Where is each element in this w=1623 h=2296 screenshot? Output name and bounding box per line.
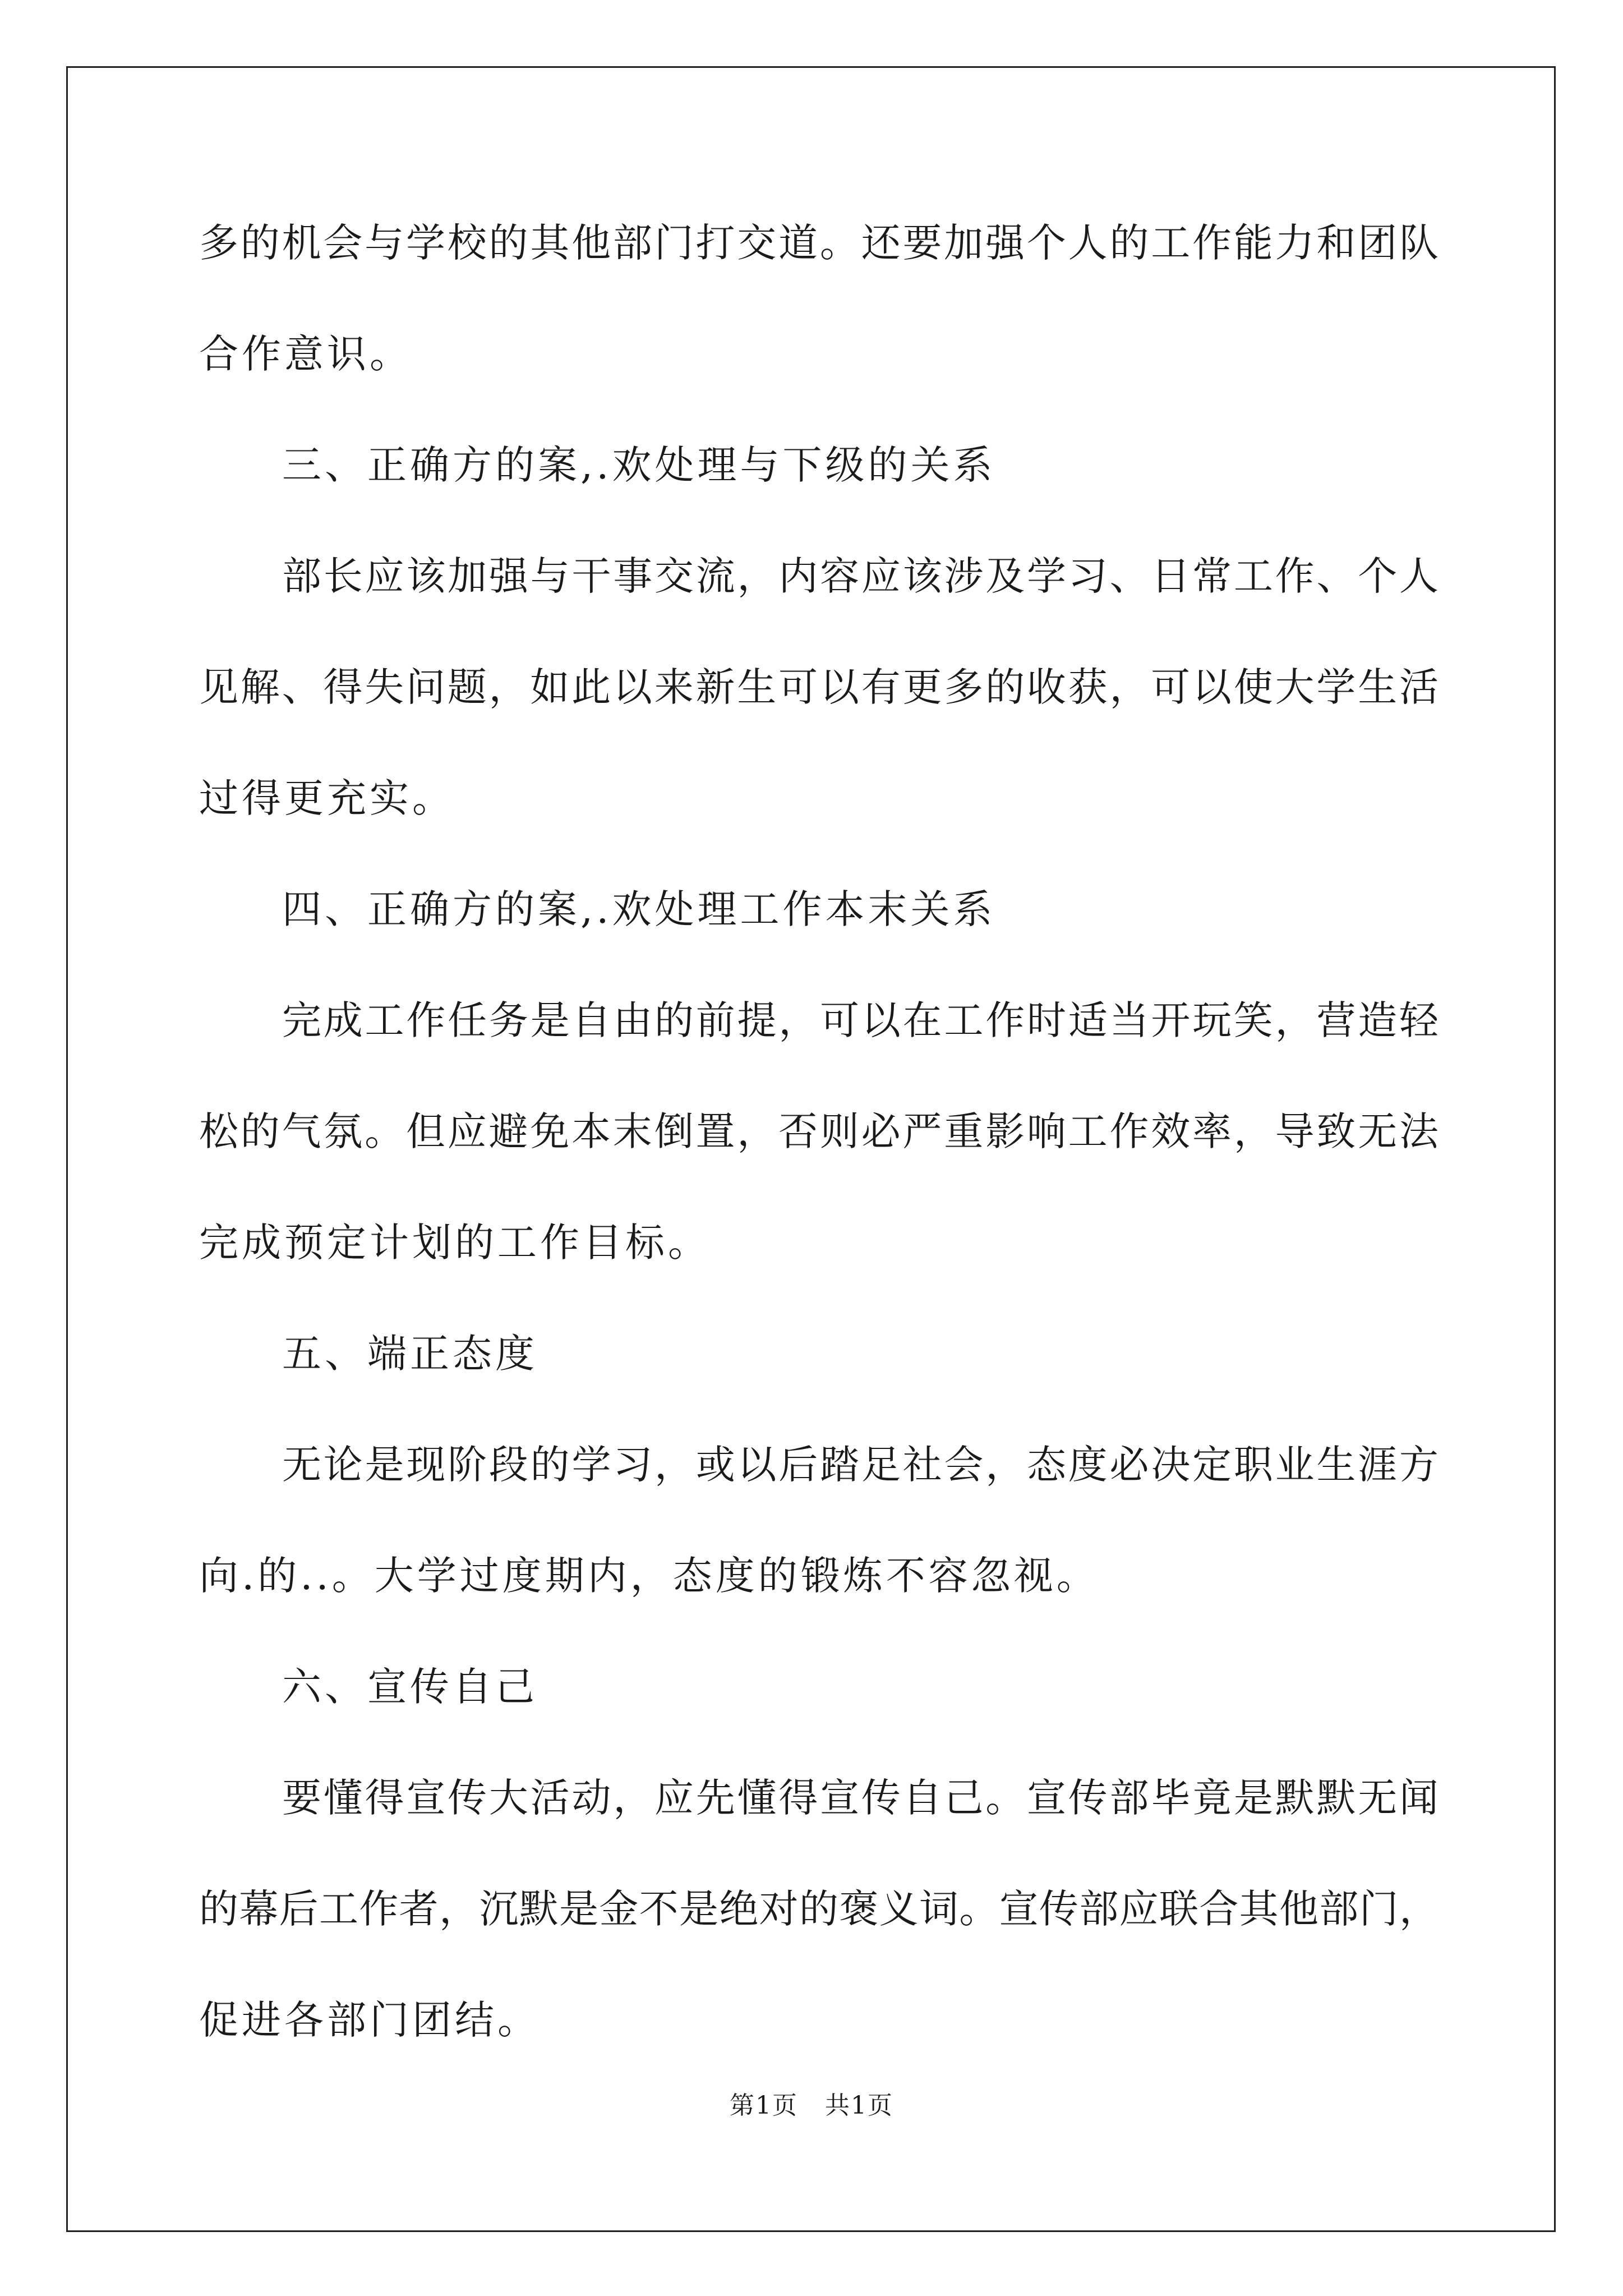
page-number-footer: 第1页 共1页: [730, 2091, 893, 2120]
section-heading: 四、正确方的案,.欢处理工作本末关系: [282, 886, 996, 932]
paragraph-line: 向.的..。大学过度期内，态度的锻炼不容忽视。: [199, 1553, 1099, 1599]
paragraph-line: 完成工作任务是自由的前提，可以在工作时适当开玩笑，营造轻: [282, 997, 1438, 1043]
paragraph-line: 松的气氛。但应避免本末倒置，否则必严重影响工作效率，导致无法: [199, 1108, 1438, 1154]
paragraph-line: 过得更充实。: [199, 775, 455, 821]
paragraph-line: 合作意识。: [199, 331, 412, 377]
paragraph-line: 见解、得失问题，如此以来新生可以有更多的收获，可以使大学生活: [199, 664, 1438, 710]
paragraph-line: 无论是现阶段的学习，或以后踏足社会，态度必决定职业生涯方: [282, 1442, 1438, 1488]
section-heading: 三、正确方的案,.欢处理与下级的关系: [282, 442, 996, 488]
paragraph-line: 要懂得宣传大活动，应先懂得宣传自己。宣传部毕竟是默默无闻: [282, 1775, 1438, 1821]
paragraph-line: 促进各部门团结。: [199, 1997, 540, 2043]
paragraph-line: 多的机会与学校的其他部门打交道。还要加强个人的工作能力和团队: [199, 220, 1438, 266]
section-heading: 五、端正态度: [282, 1331, 538, 1377]
paragraph-line: 的幕后工作者，沉默是金不是绝对的褒义词。宣传部应联合其他部门，: [199, 1886, 1438, 1932]
paragraph-line: 完成预定计划的工作目标。: [199, 1220, 711, 1266]
section-heading: 六、宣传自己: [282, 1664, 538, 1710]
paragraph-line: 部长应该加强与干事交流，内容应该涉及学习、日常工作、个人: [282, 553, 1438, 599]
